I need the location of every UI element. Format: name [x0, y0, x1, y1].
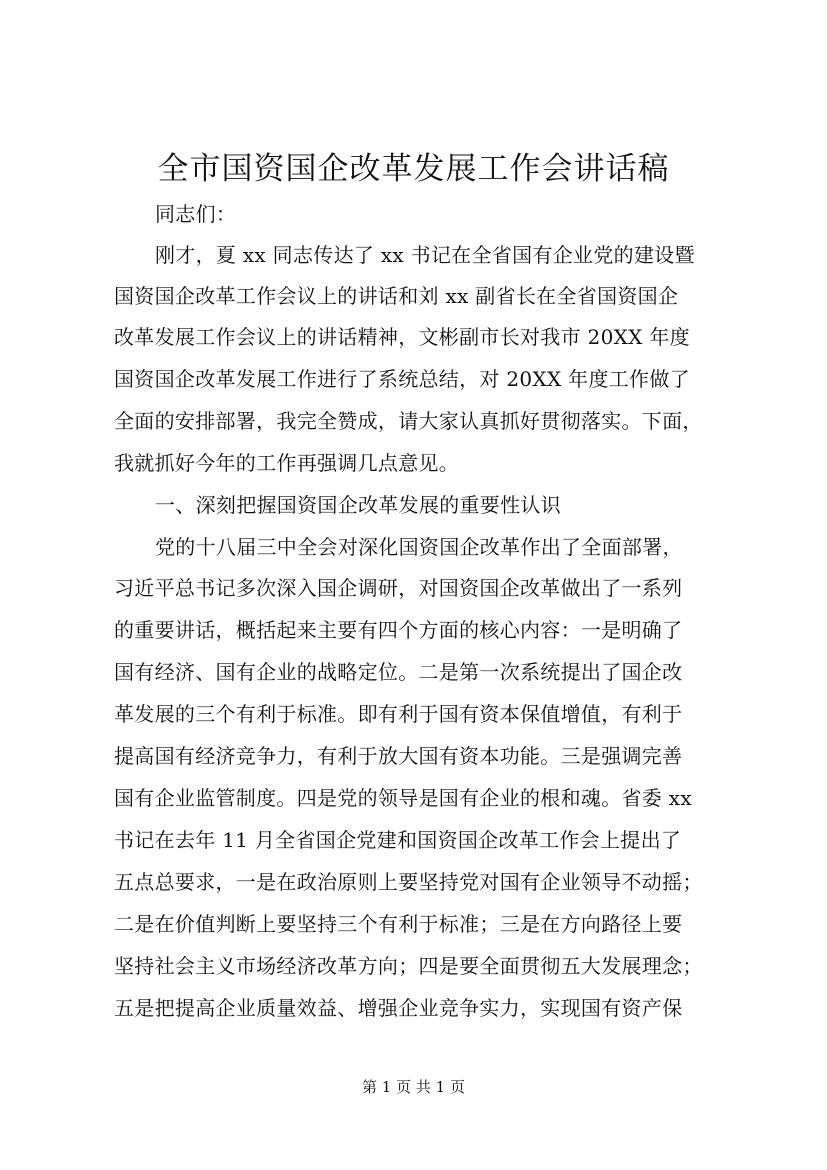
salutation-line: 同志们：	[155, 202, 237, 226]
body-line: 国有企业监管制度。四是党的领导是国有企业的根和魂。省委 xx	[114, 786, 692, 810]
body-line: 我就抓好今年的工作再强调几点意见。	[114, 451, 460, 475]
body-line: 国资国企改革发展工作进行了系统总结，对 20XX 年度工作做了	[114, 367, 690, 391]
body-line: 书记在去年 11 月全省国企党建和国资国企改革工作会上提出了	[114, 828, 682, 852]
body-line: 二是在价值判断上要坚持三个有利于标准；三是在方向路径上要	[114, 912, 683, 936]
body-line: 国有经济、国有企业的战略定位。二是第一次系统提出了国企改	[114, 660, 683, 684]
body-line: 的重要讲话，概括起来主要有四个方面的核心内容：一是明确了	[114, 618, 683, 642]
body-line: 改革发展工作会议上的讲话精神，文彬副市长对我市 20XX 年度	[114, 325, 690, 349]
body-line: 全面的安排部署，我完全赞成，请大家认真抓好贯彻落实。下面，	[114, 409, 703, 433]
section-heading: 一、深刻把握国资国企改革发展的重要性认识	[155, 493, 561, 517]
body-line: 五点总要求，一是在政治原则上要坚持党对国有企业领导不动摇；	[114, 870, 703, 894]
body-line: 提高国有经济竞争力，有利于放大国有资本功能。三是强调完善	[114, 744, 683, 768]
body-line: 革发展的三个有利于标准。即有利于国有资本保值增值，有利于	[114, 702, 683, 726]
body-line: 国资国企改革工作会议上的讲话和刘 xx 副省长在全省国资国企	[114, 284, 679, 308]
body-line: 五是把提高企业质量效益、增强企业竞争实力，实现国有资产保	[114, 996, 683, 1020]
body-line: 刚才，夏 xx 同志传达了 xx 书记在全省国有企业党的建设暨	[155, 243, 695, 267]
body-line: 习近平总书记多次深入国企调研，对国资国企改革做出了一系列	[114, 576, 683, 600]
body-line: 党的十八届三中全会对深化国资国企改革作出了全面部署，	[155, 535, 683, 559]
document-title: 全市国资国企改革发展工作会讲话稿	[157, 151, 670, 187]
page-number-footer: 第 1 页 共 1 页	[362, 1078, 465, 1096]
body-line: 坚持社会主义市场经济改革方向；四是要全面贯彻五大发展理念；	[114, 954, 703, 978]
